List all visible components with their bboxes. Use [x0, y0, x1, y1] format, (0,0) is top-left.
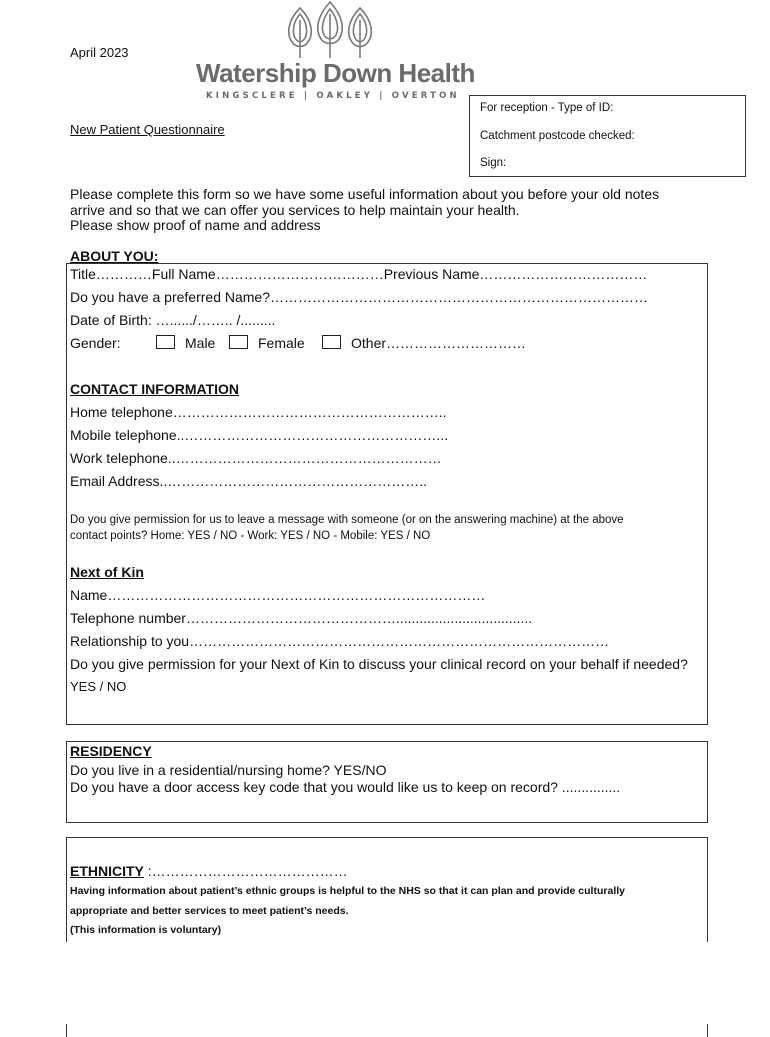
email-address-field[interactable]: Email Address..……………………………………………….. [70, 473, 428, 489]
ethnicity-field[interactable]: :…………………………………… [143, 863, 348, 879]
gender-label: Gender: [70, 335, 121, 351]
tree-logo-icon [284, 0, 376, 60]
gender-other-checkbox[interactable] [322, 335, 341, 349]
intro-line-3: Please show proof of name and address [70, 217, 321, 233]
reception-catchment: Catchment postcode checked: [480, 130, 635, 142]
logo-subtitle: KINGSCLERE | OAKLEY | OVERTON [206, 91, 460, 101]
dob-field[interactable]: Date of Birth: …....../…….. /......... [70, 312, 276, 328]
gender-female-label: Female [258, 335, 305, 351]
kin-relationship-field[interactable]: Relationship to you……………………………………………………………………………… [70, 633, 610, 649]
reception-sign: Sign: [480, 157, 507, 169]
document-date: April 2023 [70, 45, 129, 60]
kin-telephone-field[interactable]: Telephone number………………………………………................................... [70, 610, 533, 626]
logo-title: Watership Down Health [196, 58, 475, 88]
work-telephone-field[interactable]: Work telephone..………………………………………………… [70, 450, 442, 466]
gender-row [70, 335, 526, 351]
key-code-question[interactable]: Do you have a door access key code that you would like us to keep on record? ............... [70, 779, 621, 795]
intro-line-2: arrive and so that we can offer you services to help maintain your health. [70, 202, 520, 218]
intro-line-1: Please complete this form so we have some useful information about you before your old notes [70, 186, 660, 202]
next-of-kin-heading: Next of Kin [70, 564, 144, 580]
kin-permission-question: Do you give permission for your Next of Kin to discuss your clinical record on your behalf if needed? [70, 656, 688, 672]
residency-heading: RESIDENCY [70, 743, 152, 759]
kin-permission-answer[interactable]: YES / NO [70, 679, 127, 694]
gender-male-checkbox[interactable] [156, 335, 175, 349]
home-telephone-field[interactable]: Home telephone………………………………………………….. [70, 404, 447, 420]
gender-other-field[interactable]: Other………………………… [351, 335, 527, 351]
gender-female-checkbox[interactable] [229, 335, 248, 349]
ethnicity-heading: ETHNICITY [70, 863, 144, 879]
kin-name-field[interactable]: Name……………………………………………………………………… [70, 587, 486, 603]
preferred-name-field[interactable]: Do you have a preferred Name?……………………………………………………………………… [70, 289, 648, 305]
form-title: New Patient Questionnaire [70, 122, 225, 137]
practice-logo [196, 0, 475, 102]
message-permission-line-2: contact points? Home: YES / NO - Work: YES / NO - Mobile: YES / NO [70, 530, 431, 542]
residential-question[interactable]: Do you live in a residential/nursing home? YES/NO [70, 762, 387, 778]
reception-type-of-id: For reception - Type of ID: [480, 102, 614, 114]
gender-male-label: Male [185, 335, 216, 351]
contact-heading: CONTACT INFORMATION [70, 381, 240, 397]
page-bottom-margin [0, 942, 770, 1024]
reception-box [469, 95, 746, 177]
title-name-field[interactable]: Title…………Full Name………………………………Previous Name……………………………… [70, 266, 648, 282]
ethnicity-row [70, 863, 348, 879]
about-heading: ABOUT YOU: [70, 248, 159, 264]
mobile-telephone-field[interactable]: Mobile telephone..………………………………………………... [70, 427, 449, 443]
message-permission-line-1: Do you give permission for us to leave a message with someone (or on the answering machine) at the above [70, 514, 624, 526]
ethnicity-info-line-3: (This information is voluntary) [70, 924, 222, 936]
ethnicity-info-line-2: appropriate and better services to meet patient’s needs. [70, 905, 349, 917]
ethnicity-info-line-1: Having information about patient’s ethnic groups is helpful to the NHS so that it can plan and provide culturally [70, 885, 625, 897]
